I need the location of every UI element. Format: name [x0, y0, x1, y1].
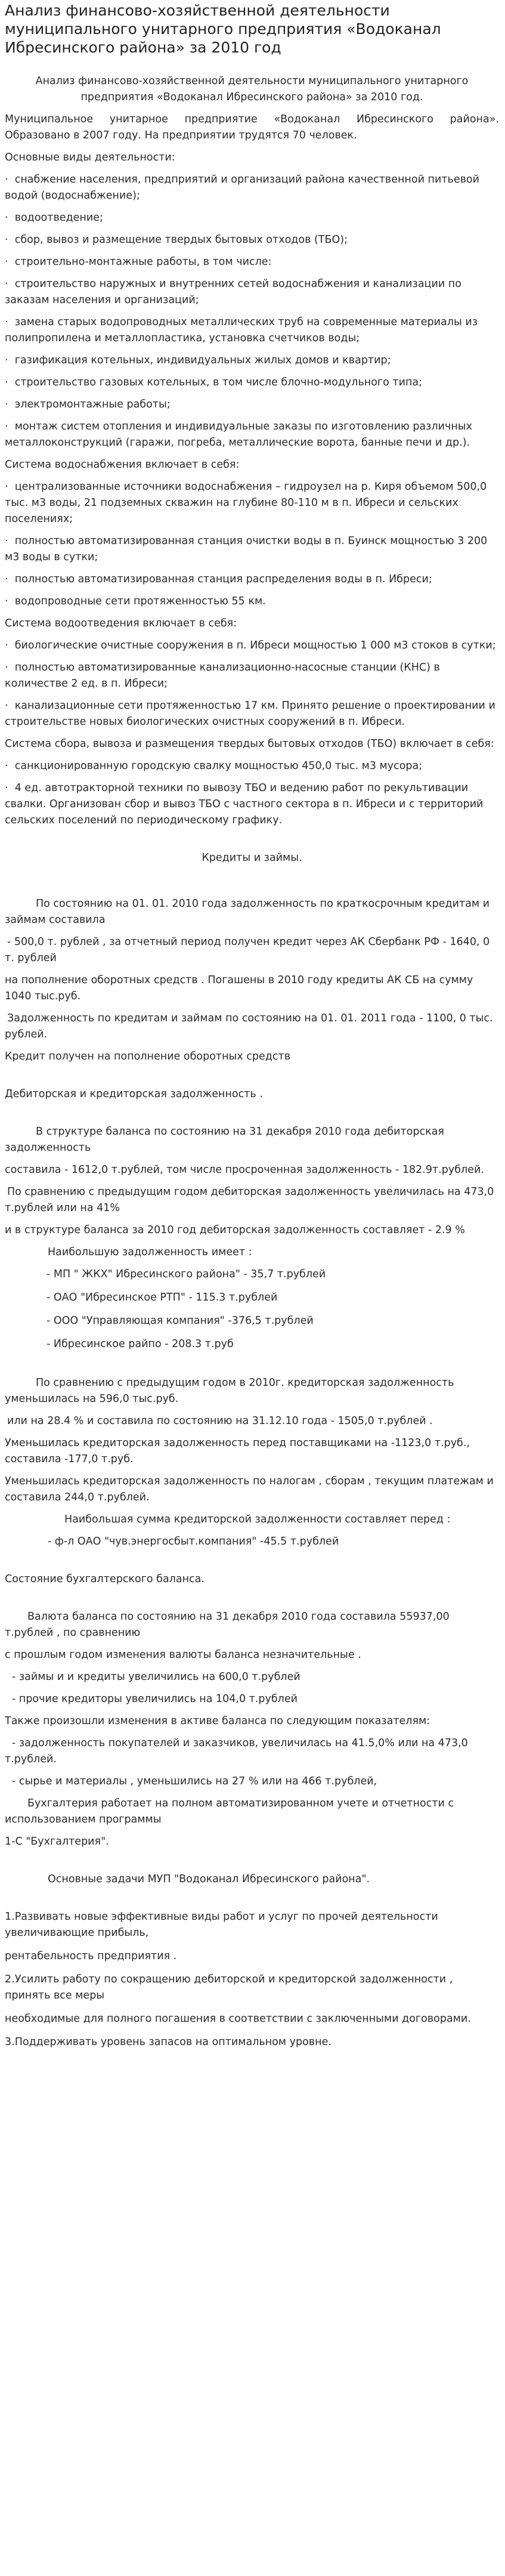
debt-heading: Дебиторская и кредиторская задолженность . [5, 1088, 263, 1100]
main-activities-list [5, 172, 499, 451]
waste-list [5, 758, 499, 829]
list-item: · газификация котельных, индивидуальных жилых домов и квартир; [5, 354, 391, 366]
balance-paragraph: Также произошли изменения в активе баланса по следующим показателям: [5, 1715, 430, 1727]
spacer [5, 1108, 499, 1124]
list-item: - Ибресинское райпо - 208.3 т.руб [47, 1338, 234, 1350]
payable-paragraph: По сравнению с предыдущим годом в 2010г. кредиторская задолженность уменьшилась на 596,0 тыс.руб. [5, 1377, 454, 1405]
largest-creditor-heading: Наибольшая сумма кредиторской задолженности составляет перед : [64, 1514, 451, 1525]
list-item: · водопроводные сети протяженностью 55 км. [5, 595, 266, 607]
bullet: · [5, 212, 8, 224]
list-item: · биологические очистные сооружения в п. Ибреси мощностью 1 000 м3 стоков в сутки; [5, 640, 496, 651]
list-item: · водоотведение; [5, 212, 103, 224]
credits-paragraph: Задолженность по кредитам и займам по состоянию на 01. 01. 2011 года - 1100, 0 тыс. рублей. [5, 1012, 493, 1040]
list-item: · канализационные сети протяженностью 17 км. Принято решение о проектировании и строительстве новых биологических очистных сооружений в п. Ибреси. [5, 700, 495, 728]
subtitle: Анализ финансово-хозяйственной деятельности муниципального унитарного предприятия «Водоканал Ибресинского района» за 2010 год. [35, 75, 469, 103]
balance-paragraph: Валюта баланса по состоянию на 31 декабря 2010 года составила 55937,00 т.рублей , по сравнению [5, 1611, 450, 1639]
bullet: · [5, 573, 8, 585]
balance-paragraph: - прочие кредиторы увеличились на 104,0 т.рублей [12, 1693, 298, 1705]
spacer [5, 1856, 499, 1871]
bullet: · [5, 354, 8, 366]
list-item: · строительство наружных и внутренних сетей водоснабжения и канализации по заказам населения и организаций; [5, 278, 461, 306]
list-item: · полностью автоматизированная станция очистки воды в п. Буинск мощностью 3 200 м3 воды в сутки; [5, 535, 488, 563]
list-item: · полностью автоматизированная станция распределения воды в п. Ибреси; [5, 573, 432, 585]
spacer [5, 1071, 499, 1086]
largest-debtors-list [5, 1267, 499, 1352]
credits-paragraph: Кредит получен на пополнение оборотных средств [5, 1051, 291, 1062]
list-item: · полностью автоматизированные канализационно-насосные станции (КНС) в количестве 2 ед. в п. Ибреси; [5, 662, 440, 690]
water-supply-list [5, 479, 499, 610]
bullet: · [5, 316, 8, 328]
credits-paragraph: на пополнение оборотных средств . Погашены в 2010 году кредиты АК СБ на сумму 1040 тыс.руб. [5, 974, 473, 1002]
bullet: · [5, 399, 8, 410]
water-supply-heading: Система водоснабжения включает в себя: [5, 459, 240, 471]
balance-paragraph: с прошлым годом изменения валюты баланса незначительные . [5, 1649, 361, 1661]
credits-section [5, 896, 499, 1065]
debt-paragraph: и в структуре баланса за 2010 год дебиторская задолженность составляет - 2.9 % [5, 1224, 465, 1236]
list-item: · строительство газовых котельных, в том числе блочно-модульного типа; [5, 376, 423, 388]
bullet: · [5, 595, 8, 607]
spacer [5, 1556, 499, 1571]
tasks-list [5, 1909, 499, 2050]
task-item: рентабельность предприятия . [5, 1950, 177, 1962]
balance-paragraph: 1-С "Бухгалтерия". [5, 1836, 109, 1848]
task-item: 3.Поддерживать уровень запасов на оптимальном уровне. [5, 2036, 331, 2048]
list-item: · санкционированную городскую свалку мощностью 450,0 тыс. м3 мусора; [5, 760, 423, 772]
bullet: · [5, 782, 8, 794]
bullet: · [5, 640, 8, 651]
task-item: 2.Усилить работу по сокращению дебиторской и кредиторской задолженности , принять все меры [5, 1973, 453, 2002]
largest-debt-heading: Наибольшую задолженность имеет : [48, 1246, 252, 1258]
spacer [5, 872, 499, 896]
credits-paragraph: По состоянию на 01. 01. 2010 года задолженность по краткосрочным кредитам и займам составила [5, 898, 490, 926]
list-item: · строительно-монтажные работы, в том числе: [5, 256, 272, 268]
bullet: · [5, 662, 8, 674]
payable-paragraph: или на 28.4 % и составила по состоянию на 31.12.10 года - 1505,0 т.рублей . [7, 1415, 433, 1427]
bullet: · [5, 174, 8, 186]
bullet: · [5, 700, 8, 712]
bullet: · [5, 760, 8, 772]
largest-creditor: - ф-л ОАО "чув.энергосбыт.компания" -45.5 т.рублей [48, 1536, 339, 1548]
debt-paragraph: По сравнению с предыдущим годом дебиторская задолженность увеличилась на 473,0 т.рублей или на 41% [5, 1186, 494, 1214]
bullet: · [5, 234, 8, 246]
tasks-heading: Основные задачи МУП "Водоканал Ибресинского района". [48, 1873, 370, 1885]
accounting-heading: Состояние бухгалтерского баланса. [5, 1573, 205, 1585]
balance-paragraph: - задолженность покупателей и заказчиков, увеличилась на 41.5,0% или на 473,0 т.рублей. [5, 1737, 468, 1765]
spacer [5, 1894, 499, 1909]
list-item: · замена старых водопроводных металлических труб на современные материалы из полипропилена и металлопластика, установка счетчиков воды; [5, 316, 478, 344]
bullet: · [5, 421, 8, 433]
list-item: · 4 ед. автотракторной техники по вывозу ТБО и ведению работ по рекультивации свалки. Организован сбор и вывоз ТБО с частного сектора в п. Ибреси и с территорий сельских поселений по периодическому графику. [5, 782, 484, 826]
list-item: · сбор, вывоз и размещение твердых бытовых отходов (ТБО); [5, 234, 348, 246]
task-item: необходимые для полного погашения в соответствии с заключенными договорами. [5, 2013, 471, 2025]
waste-heading: Система сбора, вывоза и размещения твердых бытовых отходов (ТБО) включает в себя: [5, 738, 494, 750]
payable-paragraph: Уменьшилась кредиторская задолженность перед поставщиками на -1123,0 т.руб., составила -177,0 т.руб. [5, 1437, 470, 1465]
main-activities-heading: Основные виды деятельности: [5, 152, 175, 163]
task-item: 1.Развивать новые эффективные виды работ и услуг по прочей деятельности увеличивающие прибыль, [5, 1911, 438, 1939]
list-item: · снабжение населения, предприятий и организаций района качественной питьевой водой (водоснабжение); [5, 174, 479, 202]
bullet: · [5, 376, 8, 388]
bullet: · [5, 256, 8, 268]
spacer [5, 1360, 499, 1375]
list-item: - МП " ЖКХ" Ибресинского района" - 35,7 т.рублей [47, 1268, 326, 1280]
balance-paragraph: Бухгалтерия работает на полном автоматизированном учете и отчетности с использованием программы [5, 1797, 454, 1826]
balance-paragraph: - сырье и материалы , уменьшились на 27 % или на 466 т.рублей, [12, 1775, 377, 1787]
page-title: Анализ финансово-хозяйственной деятельности муниципального унитарного предприятия «Водоканал Ибресинского района» за 2010 год [5, 2, 441, 56]
spacer [5, 835, 499, 850]
list-item: - ОАО "Ибресинское РТП" - 115.3 т.рублей [47, 1292, 278, 1304]
credits-paragraph: - 500,0 т. рублей , за отчетный период получен кредит через АК Сбербанк РФ - 1640, 0 т. рублей [5, 936, 490, 964]
balance-paragraph: - займы и и кредиты увеличились на 600,0 т.рублей [12, 1671, 300, 1683]
bullet: · [5, 481, 8, 493]
list-item: · централизованные источники водоснабжения – гидроузел на р. Киря объемом 500,0 тыс. м3 воды, 21 подземных скважин на глубине 80-110 м в п. Ибреси и сельских поселениях; [5, 481, 487, 525]
list-item: · электромонтажные работы; [5, 399, 171, 410]
list-item: · монтаж систем отопления и индивидуальные заказы по изготовлению различных металлоконструкций (гаражи, погреба, металлические ворота, банные печи и др.). [5, 421, 472, 449]
intro-paragraph: Муниципальное унитарное предприятие «Водоканал Ибресинского района». Образовано в 2007 году. На предприятии трудятся 70 человек. [5, 113, 499, 141]
spacer [5, 1593, 499, 1609]
bullet: · [5, 278, 8, 290]
debt-paragraph: составила - 1612,0 т.рублей, том числе просроченная задолженность - 182.9т.рублей. [5, 1164, 484, 1176]
payable-paragraph: Уменьшилась кредиторская задолженность по налогам , сборам , текущим платежам и составила 244,0 т.рублей. [5, 1475, 494, 1503]
credits-heading: Кредиты и займы. [202, 852, 302, 864]
sewerage-heading: Система водоотведения включает в себя: [5, 617, 237, 629]
sewerage-list [5, 638, 499, 730]
debt-paragraph: В структуре баланса по состоянию на 31 декабря 2010 года дебиторская задолженность [5, 1126, 444, 1154]
list-item: - ООО "Управляющая компания" -376,5 т.рублей [47, 1315, 314, 1327]
bullet: · [5, 535, 8, 547]
